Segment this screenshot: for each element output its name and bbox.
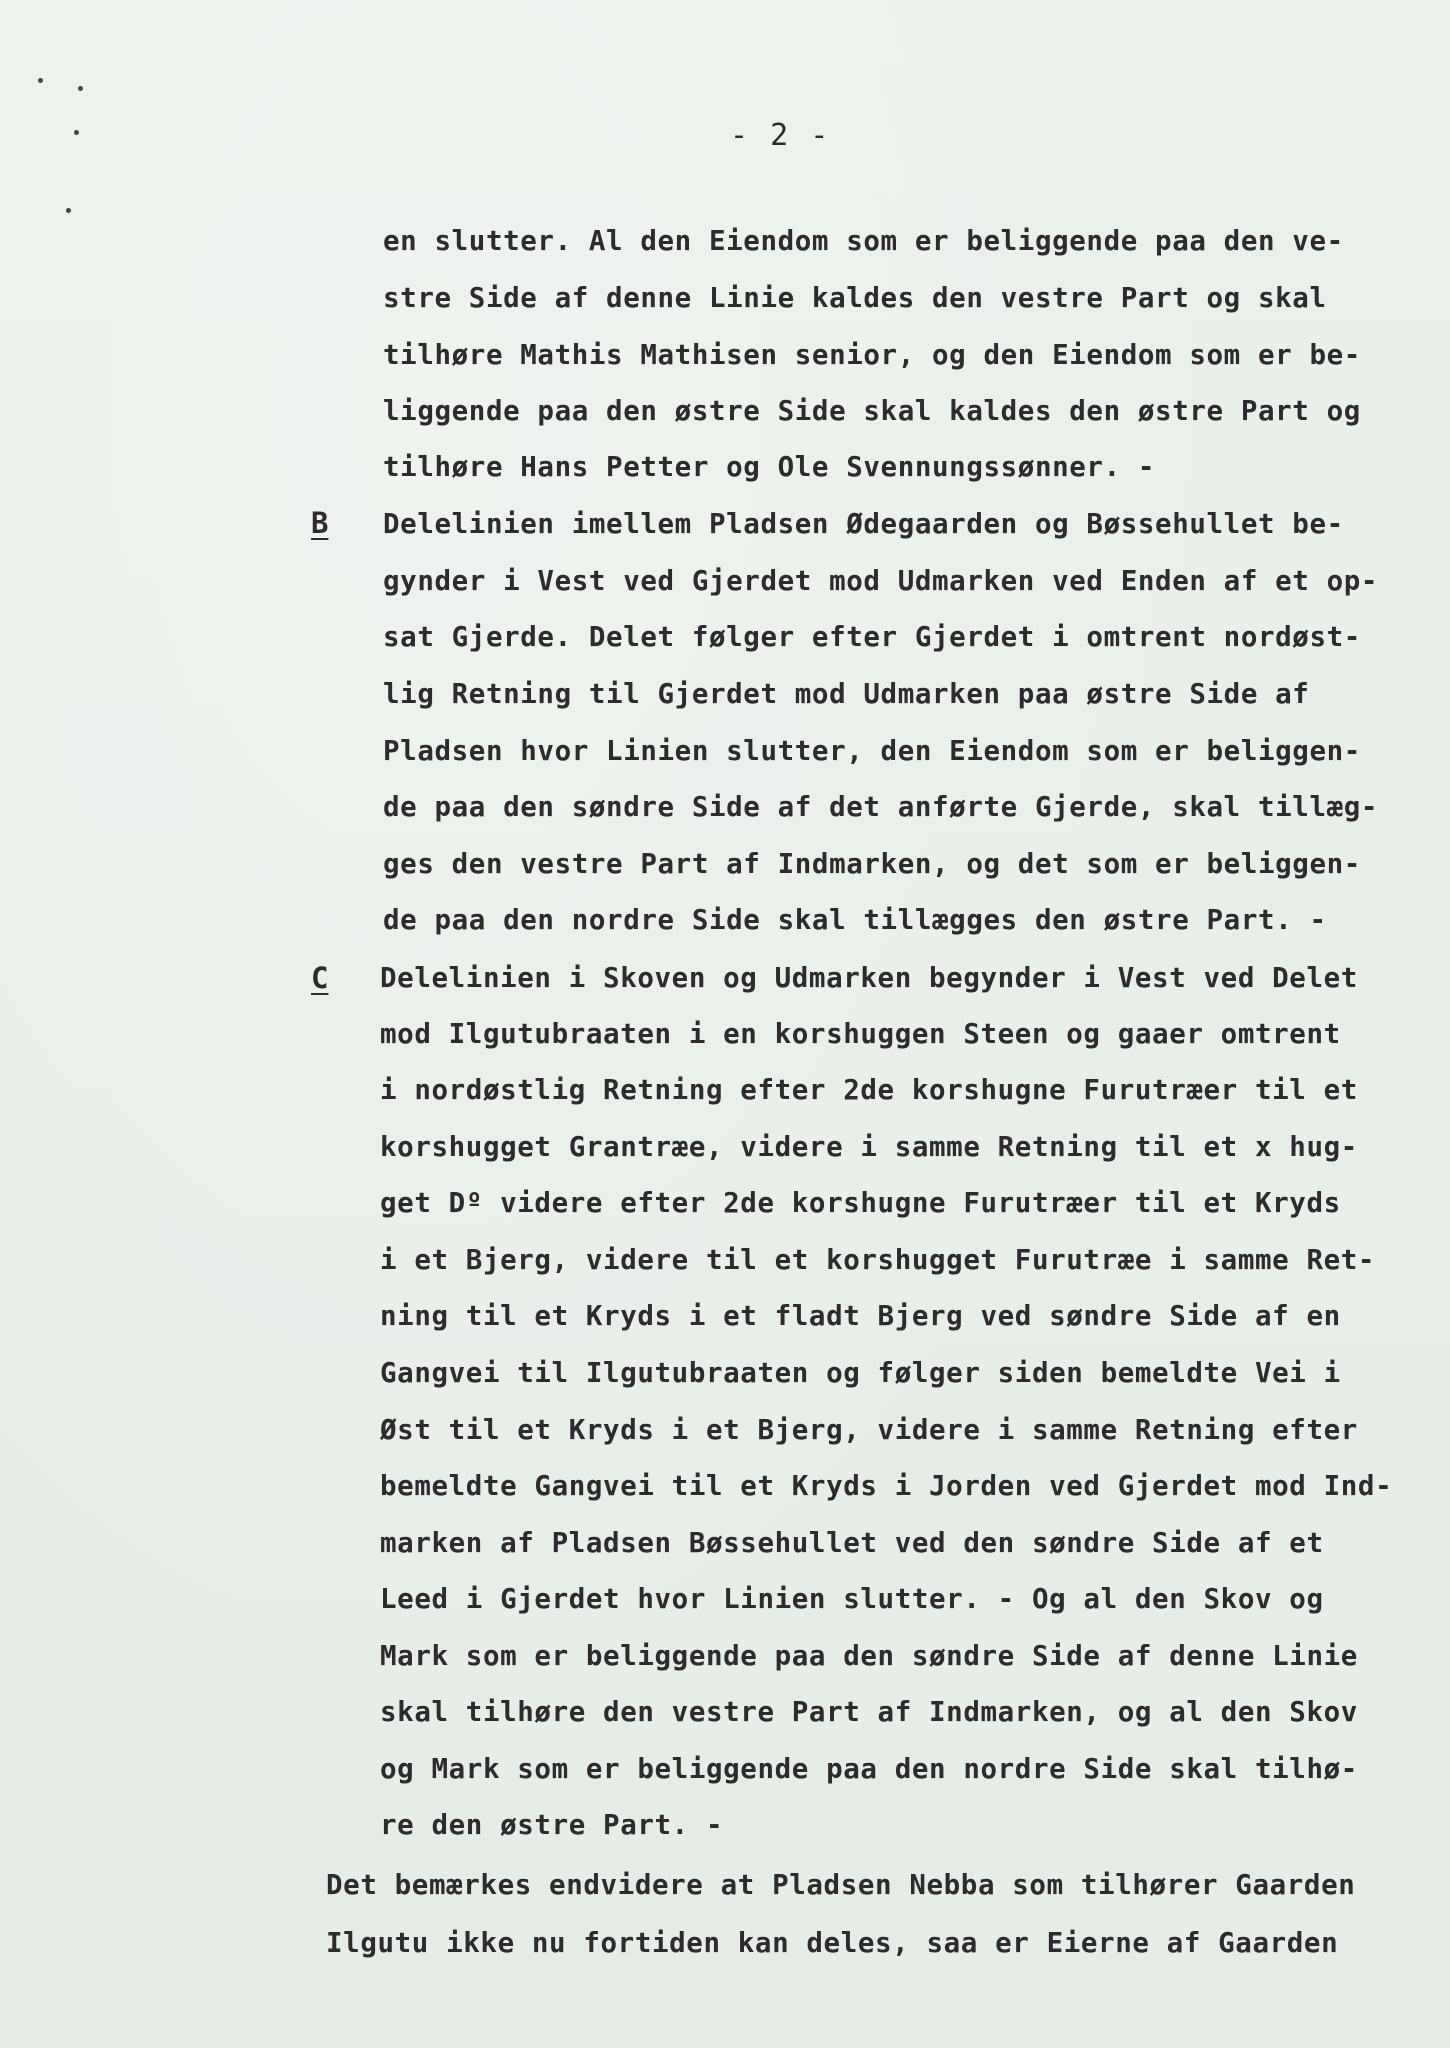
section-marker-c: C — [311, 961, 329, 995]
text-line: lig Retning til Gjerdet mod Udmarken paa østre Side af — [383, 678, 1310, 710]
text-line: liggende paa den østre Side skal kaldes den østre Part og — [383, 395, 1361, 427]
text-line: Leed i Gjerdet hvor Linien slutter. - Og al den Skov og — [380, 1583, 1324, 1615]
text-line: Det bemærkes endvidere at Pladsen Nebba som tilhører Gaarden — [326, 1869, 1356, 1901]
text-line: skal tilhøre den vestre Part af Indmarken, og al den Skov — [380, 1696, 1358, 1728]
text-line: Delelinien imellem Pladsen Ødegaarden og Bøssehullet be- — [383, 508, 1344, 540]
text-line: bemeldte Gangvei til et Kryds i Jorden ved Gjerdet mod Ind- — [380, 1470, 1393, 1502]
text-line: en slutter. Al den Eiendom som er beliggende paa den ve- — [383, 225, 1344, 257]
text-line: de paa den søndre Side af det anførte Gjerde, skal tillæg- — [383, 791, 1379, 823]
text-line: mod Ilgutubraaten i en korshuggen Steen og gaaer omtrent — [380, 1018, 1341, 1050]
punch-mark-1 — [38, 78, 43, 83]
text-line: stre Side af denne Linie kaldes den vestre Part og skal — [383, 282, 1327, 314]
section-marker-b: B — [311, 506, 329, 540]
text-line: og Mark som er beliggende paa den nordre Side skal tilhø- — [380, 1753, 1358, 1785]
text-line: de paa den nordre Side skal tillægges den østre Part. - — [383, 904, 1327, 936]
text-line: ges den vestre Part af Indmarken, og det som er beliggen- — [383, 848, 1361, 880]
text-line: tilhøre Hans Petter og Ole Svennungssønner. - — [383, 451, 1156, 483]
text-line: tilhøre Mathis Mathisen senior, og den Eiendom som er be- — [383, 339, 1361, 371]
text-line: Gangvei til Ilgutubraaten og følger siden bemeldte Vei i — [380, 1357, 1341, 1389]
text-line: sat Gjerde. Delet følger efter Gjerdet i omtrent nordøst- — [383, 621, 1361, 653]
text-line: i nordøstlig Retning efter 2de korshugne Furutræer til et — [380, 1074, 1358, 1106]
punch-mark-4 — [66, 208, 71, 213]
text-line: korshugget Grantræe, videre i samme Retning til et x hug- — [380, 1131, 1358, 1163]
text-line: Ilgutu ikke nu fortiden kan deles, saa er Eierne af Gaarden — [326, 1927, 1339, 1959]
text-line: i et Bjerg, videre til et korshugget Furutræe i samme Ret- — [380, 1244, 1376, 1276]
text-line: Delelinien i Skoven og Udmarken begynder i Vest ved Delet — [380, 962, 1358, 994]
text-line: ning til et Kryds i et fladt Bjerg ved søndre Side af en — [380, 1300, 1341, 1332]
text-line: get Dº videre efter 2de korshugne Furutræer til et Kryds — [380, 1187, 1341, 1219]
punch-mark-2 — [78, 86, 83, 91]
text-line: Mark som er beliggende paa den søndre Side af denne Linie — [380, 1640, 1358, 1672]
text-line: marken af Pladsen Bøssehullet ved den søndre Side af et — [380, 1527, 1324, 1559]
text-line: Øst til et Kryds i et Bjerg, videre i samme Retning efter — [380, 1414, 1358, 1446]
page-number: - 2 - — [730, 118, 831, 153]
text-line: re den østre Part. - — [380, 1809, 724, 1841]
punch-mark-3 — [74, 130, 79, 135]
text-line: Pladsen hvor Linien slutter, den Eiendom som er beliggen- — [383, 735, 1361, 767]
text-line: gynder i Vest ved Gjerdet mod Udmarken ved Enden af et op- — [383, 565, 1379, 597]
